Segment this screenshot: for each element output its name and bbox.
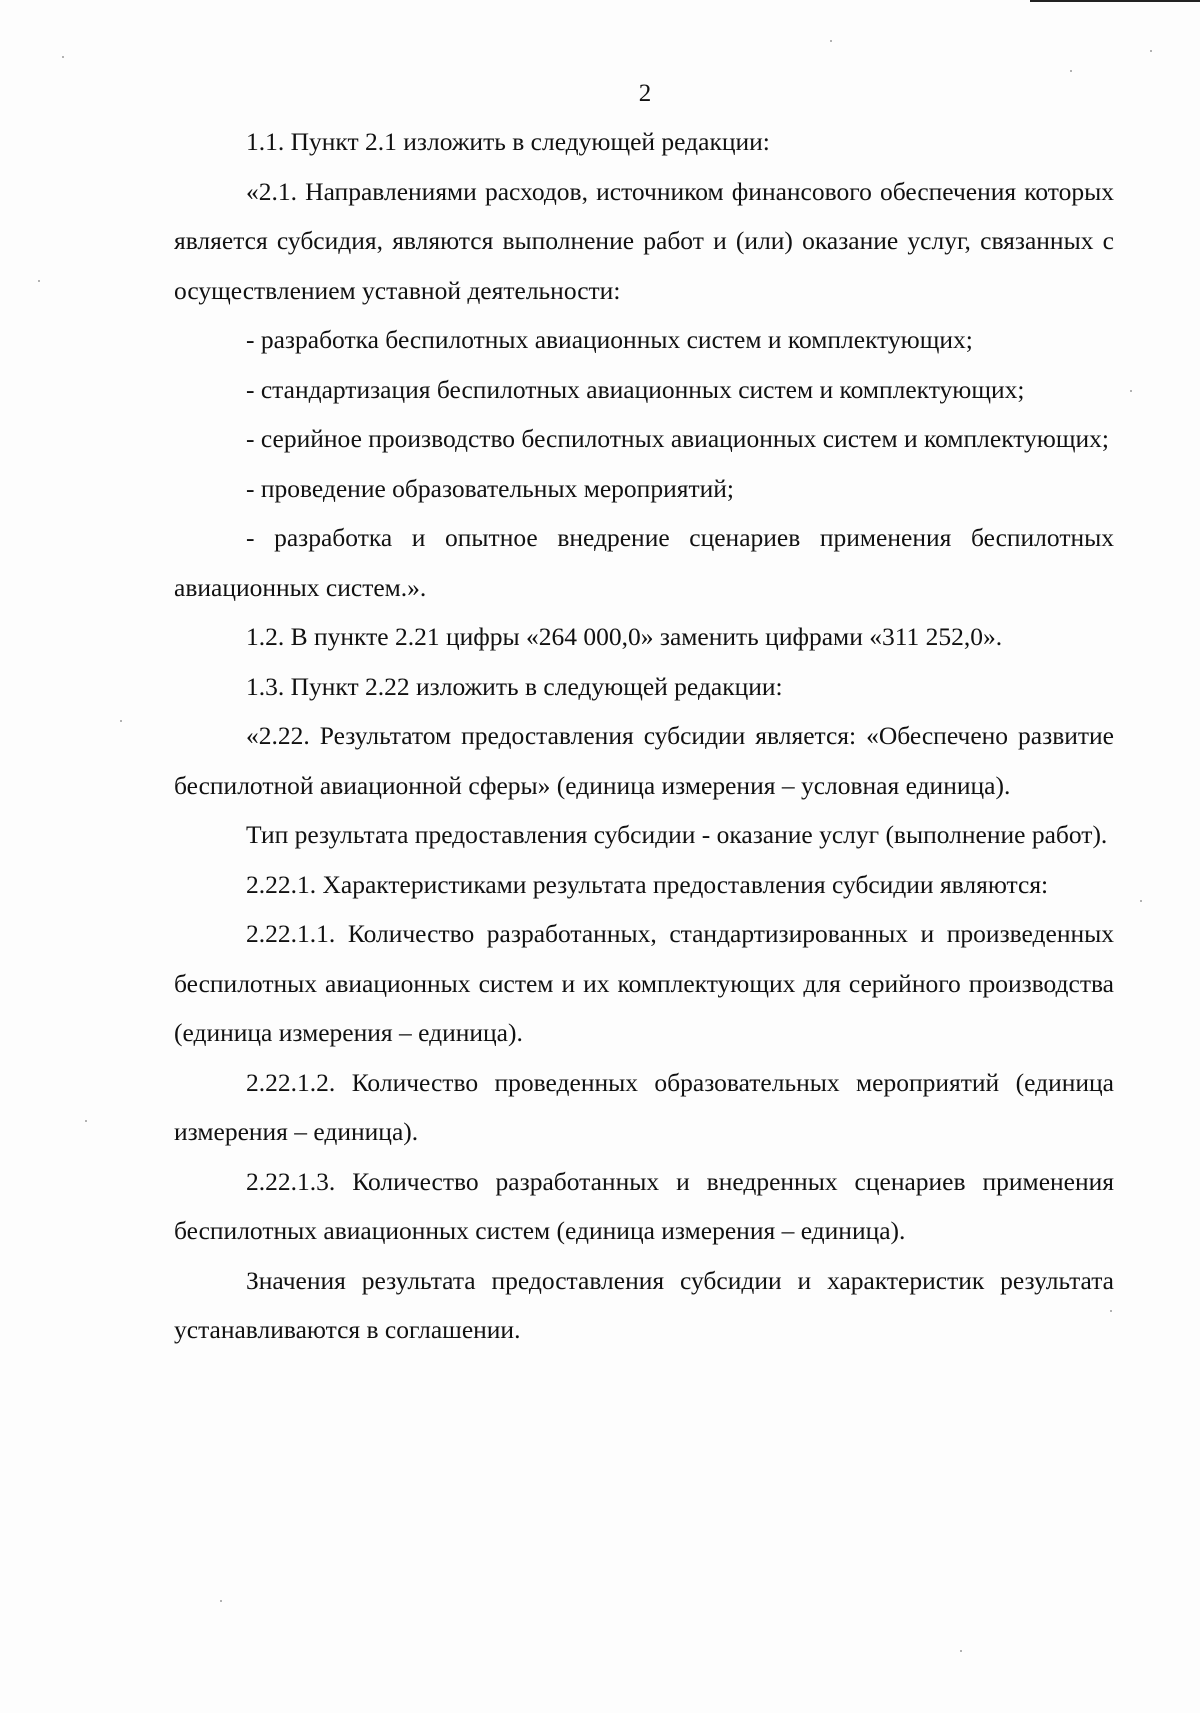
scan-speck — [120, 720, 122, 722]
top-edge-line — [1030, 0, 1200, 2]
list-item-development: - разработка беспилотных авиационных систем и комплектующих; — [246, 325, 973, 354]
scan-speck — [1070, 70, 1072, 72]
paragraph-2-22-quote: «2.22. Результатом предоставления субсидии является: «Обеспечено развитие беспилотной авиационной сферы» (единица измерения – условная единица). — [174, 721, 1114, 800]
paragraph-1-2: 1.2. В пункте 2.21 цифры «264 000,0» заменить цифрами «311 252,0». — [246, 622, 1003, 651]
scan-speck — [1110, 1310, 1112, 1312]
paragraph-1-3: 1.3. Пункт 2.22 изложить в следующей редакции: — [246, 671, 783, 701]
page-number: 2 — [638, 80, 652, 107]
paragraph-2-22-1-1: 2.22.1.1. Количество разработанных, стандартизированных и произведенных беспилотных авиационных систем и их комплектующих для серийного производства (единица измерения – единица). — [174, 919, 1114, 1047]
list-item-education: - проведение образовательных мероприятий; — [246, 473, 734, 503]
paragraph-1-1: 1.1. Пункт 2.1 изложить в следующей редакции: — [246, 127, 770, 156]
scan-speck — [85, 1120, 87, 1122]
scan-speck — [1130, 390, 1132, 392]
paragraph-2-1-quote: «2.1. Направлениями расходов, источником финансового обеспечения которых является субсидия, являются выполнение работ и (или) оказание услуг, связанных с осуществлением уставной деятельности: — [174, 176, 1114, 305]
scan-speck — [1150, 50, 1152, 52]
paragraph-result-type: Тип результата предоставления субсидии - оказание услуг (выполнение работ). — [246, 820, 1108, 849]
document-body — [174, 117, 1114, 1355]
list-item-serial-production: - серийное производство беспилотных авиационных систем и комплектующих; — [246, 424, 1109, 453]
scan-speck — [38, 280, 40, 282]
list-item-scenarios: - разработка и опытное внедрение сценариев применения беспилотных авиационных систем.». — [174, 523, 1114, 602]
paragraph-2-22-1-3: 2.22.1.3. Количество разработанных и внедренных сценариев применения беспилотных авиационных систем (единица измерения – единица). — [174, 1166, 1114, 1245]
scan-speck — [1140, 900, 1142, 902]
paragraph-2-22-1: 2.22.1. Характеристиками результата предоставления субсидии являются: — [246, 869, 1049, 899]
scan-speck — [960, 1650, 962, 1652]
paragraph-values-agreement: Значения результата предоставления субсидии и характеристик результата устанавливаются в соглашении. — [174, 1265, 1114, 1344]
paragraph-2-22-1-2: 2.22.1.2. Количество проведенных образовательных мероприятий (единица измерения – единица). — [174, 1067, 1114, 1146]
scan-speck — [62, 56, 64, 58]
scan-speck — [830, 40, 832, 42]
scan-speck — [220, 1600, 222, 1602]
list-item-standardization: - стандартизация беспилотных авиационных систем и комплектующих; — [246, 374, 1025, 404]
